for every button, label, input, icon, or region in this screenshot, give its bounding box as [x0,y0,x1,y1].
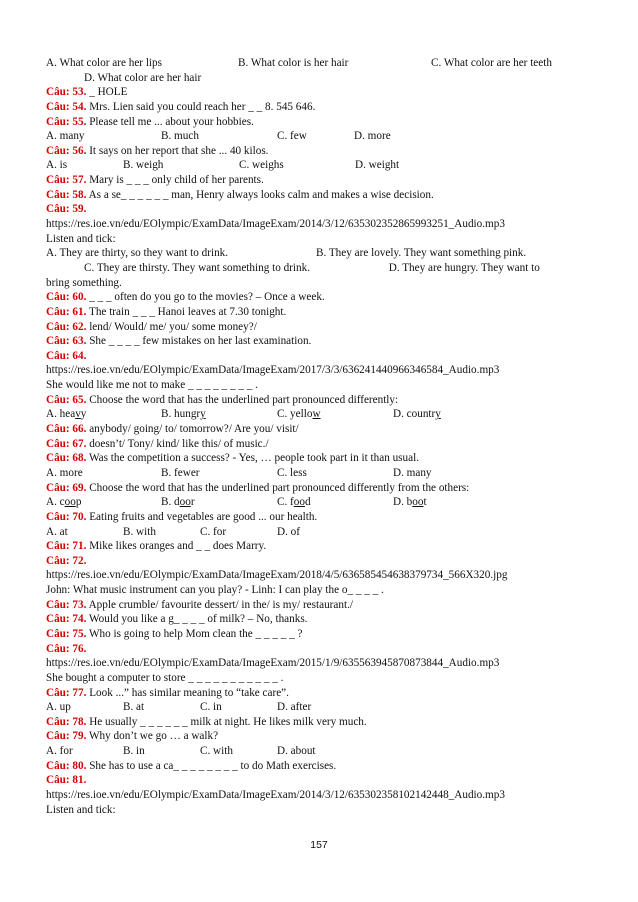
answer-option: C. in [200,701,222,714]
question-number: Câu: 59. [46,203,87,216]
answer-option: A. many [46,130,85,143]
question-number: Câu: 80. [46,759,87,772]
answer-option: D. more [354,130,391,143]
answer-options [46,158,586,173]
answer-option: C. They are thirsty. They want something to drink. [84,261,310,274]
answer-option: D. many [393,466,432,479]
answer-options [46,700,586,715]
question-line [46,539,586,554]
question-number: Câu: 63. [46,335,87,348]
question-number: Câu: 69. [46,481,87,494]
page-number: 157 [310,839,328,851]
question-text: The train _ _ _ Hanoi leaves at 7.30 tonight. [86,305,287,318]
question-text: Why don’t we go … a walk? [86,730,219,743]
answer-options [46,525,586,540]
question-text: Mrs. Lien said you could reach her _ _ 8. 545 646. [86,100,316,113]
text-line: https://res.ioe.vn/edu/EOlympic/ExamData/ImageExam/2018/4/5/636585454638379734_566X320.jpg [46,569,508,582]
text-line: https://res.ioe.vn/edu/EOlympic/ExamData/ImageExam/2014/3/12/635302358102142448_Audio.mp3 [46,789,505,802]
question-line [46,481,586,496]
question-text: Apple crumble/ favourite dessert/ in the/ is my/ restaurant./ [86,598,353,611]
answer-option: D. of [277,525,300,538]
question-line [46,642,586,657]
question-number: Câu: 75. [46,627,87,640]
question-line [46,554,586,569]
answer-options [46,407,586,422]
question-line [46,437,586,452]
answer-option: A. is [46,159,68,172]
question-line [46,290,586,305]
answer-option: A. at [46,525,68,538]
text-line: https://res.ioe.vn/edu/EOlympic/ExamData/ImageExam/2015/1/9/635563945870873844_Audio.mp3 [46,657,500,670]
question-text: As a se_ _ _ _ _ _ man, Henry always looks calm and makes a wise decision. [86,188,434,201]
question-text: Would you like a g_ _ _ _ of milk? – No, thanks. [86,613,308,626]
option-text: C. yello [277,408,313,421]
question-line [46,115,586,130]
option-text: r [190,496,195,509]
option-text: B. d [161,496,180,509]
question-line [46,510,586,525]
question-number: Câu: 81. [46,774,87,787]
answer-option: A. for [46,745,73,758]
question-line [46,188,586,203]
answer-option: D. weight [355,159,400,172]
answer-option: B. at [123,701,145,714]
question-number: Câu: 56. [46,144,87,157]
question-number: Câu: 57. [46,174,87,187]
question-number: Câu: 71. [46,540,87,553]
underlined-letters: oo [412,496,424,509]
question-line [46,598,586,613]
answer-option [46,495,161,510]
underlined-letters: y [435,408,441,421]
question-text: lend/ Would/ me/ you/ some money?/ [86,320,257,333]
text-line: D. What color are her hair [84,71,202,84]
question-text: Eating fruits and vegetables are good ... our health. [86,510,318,523]
question-line [46,627,586,642]
option-text: d [304,496,311,509]
question-number: Câu: 70. [46,510,87,523]
answer-option: A. What color are her lips [46,57,162,69]
answer-option: A. They are thirty, so they want to drink. [46,247,229,260]
option-text: A. c [46,496,65,509]
answer-option [277,407,393,422]
question-line [46,773,586,788]
answer-option: B. in [123,745,145,758]
question-number: Câu: 66. [46,423,87,436]
text-line: She would like me not to make _ _ _ _ _ _ _ _ . [46,379,258,392]
question-line [46,85,586,100]
option-text: t [423,496,427,509]
question-number: Câu: 62. [46,320,87,333]
answer-options [46,261,586,276]
answer-option: B. fewer [161,466,200,479]
question-text: doesn’t/ Tony/ kind/ like this/ of music./ [86,437,269,450]
question-text: He usually _ _ _ _ _ _ milk at night. He likes milk very much. [86,715,367,728]
question-line [46,100,586,115]
text-line: John: What music instrument can you play? - Linh: I can play the o_ _ _ _ . [46,584,384,597]
answer-option: C. less [277,466,307,479]
question-text: It says on her report that she ... 40 kilos. [86,144,269,157]
text-line: https://res.ioe.vn/edu/EOlympic/ExamData/ImageExam/2014/3/12/635302352865993251_Audio.mp3 [46,218,505,231]
answer-option: D. They are hungry. They want to [388,261,540,274]
answer-option [277,495,393,510]
answer-options [46,246,586,261]
question-line [46,393,586,408]
text-line: https://res.ioe.vn/edu/EOlympic/ExamData/ImageExam/2017/3/3/636241440966346584_Audio.mp3 [46,364,500,377]
answer-option: D. after [277,701,312,714]
question-number: Câu: 55. [46,115,87,128]
question-text: Was the competition a success? - Yes, … people took part in it than usual. [86,452,419,465]
answer-option: C. few [277,130,307,143]
question-text: Who is going to help Mom clean the _ _ _ _ _ ? [86,627,303,640]
question-number: Câu: 61. [46,305,87,318]
question-number: Câu: 74. [46,613,87,626]
question-line [46,202,586,217]
question-line [46,612,586,627]
question-list [46,56,586,817]
question-line [46,686,586,701]
question-text: anybody/ going/ to/ tomorrow?/ Are you/ visit/ [86,423,299,436]
underlined-letters: oo [64,496,76,509]
question-line [46,305,586,320]
question-line [46,759,586,774]
answer-options [46,495,586,510]
answer-option: A. more [46,466,83,479]
answer-option: B. What color is her hair [238,57,349,69]
question-line [46,422,586,437]
question-number: Câu: 79. [46,730,87,743]
underlined-letters: y [200,408,206,421]
answer-option [161,495,277,510]
question-text: _ _ _ often do you go to the movies? – Once a week. [86,291,325,304]
answer-options [46,56,586,71]
answer-option [393,407,473,422]
answer-option: C. for [200,525,227,538]
text-line: She bought a computer to store _ _ _ _ _ _ _ _ _ _ _ . [46,671,284,684]
answer-option: D. about [277,745,316,758]
underlined-letters: oo [293,496,305,509]
question-line [46,144,586,159]
question-number: Câu: 68. [46,452,87,465]
question-number: Câu: 73. [46,598,87,611]
option-text: D. countr [393,408,436,421]
question-number: Câu: 64. [46,349,87,362]
question-text: Choose the word that has the underlined part pronounced differently from the others: [86,481,470,494]
question-number: Câu: 54. [46,100,87,113]
question-text: She has to use a ca_ _ _ _ _ _ _ _ to do Math exercises. [86,759,337,772]
answer-option [393,495,473,510]
option-text: B. hungr [161,408,201,421]
question-text: She _ _ _ _ few mistakes on her last examination. [86,335,312,348]
question-line [46,320,586,335]
answer-option [46,407,161,422]
question-text: Choose the word that has the underlined part pronounced differently: [86,393,399,406]
answer-option: B. They are lovely. They want something pink. [316,247,527,260]
question-line [46,173,586,188]
text-line: bring something. [46,276,122,289]
answer-option [161,407,277,422]
answer-option: B. much [161,130,199,143]
question-text: Mike likes oranges and _ _ does Marry. [86,540,267,553]
option-text: p [75,496,82,509]
question-number: Câu: 72. [46,554,87,567]
answer-option: A. up [46,701,71,714]
question-line [46,349,586,364]
option-text: A. hea [46,408,76,421]
question-line [46,451,586,466]
question-number: Câu: 53. [46,86,87,99]
option-text: D. b [393,496,413,509]
question-text: _ HOLE [86,86,128,99]
text-line: Listen and tick: [46,803,116,816]
question-number: Câu: 67. [46,437,87,450]
question-number: Câu: 65. [46,393,87,406]
question-number: Câu: 76. [46,642,87,655]
option-text: C. f [277,496,294,509]
question-line [46,715,586,730]
answer-options [46,129,586,144]
answer-option: B. with [123,525,156,538]
question-text: Mary is _ _ _ only child of her parents. [86,174,264,187]
answer-option: C. What color are her teeth [431,57,552,69]
underlined-letters: oo [179,496,191,509]
underlined-letters: w [312,408,321,421]
answer-options [46,466,586,481]
question-number: Câu: 60. [46,291,87,304]
underlined-letters: v [75,408,81,421]
option-text: y [80,408,87,421]
question-line [46,729,586,744]
question-text: Look ...” has similar meaning to “take care”. [86,686,289,699]
answer-option: C. weighs [239,159,284,172]
answer-option: B. weigh [123,159,164,172]
question-text: Please tell me ... about your hobbies. [86,115,254,128]
question-number: Câu: 58. [46,188,87,201]
question-number: Câu: 78. [46,715,87,728]
answer-options [46,744,586,759]
question-line [46,334,586,349]
question-number: Câu: 77. [46,686,87,699]
text-line: Listen and tick: [46,232,116,245]
answer-option: C. with [200,745,233,758]
